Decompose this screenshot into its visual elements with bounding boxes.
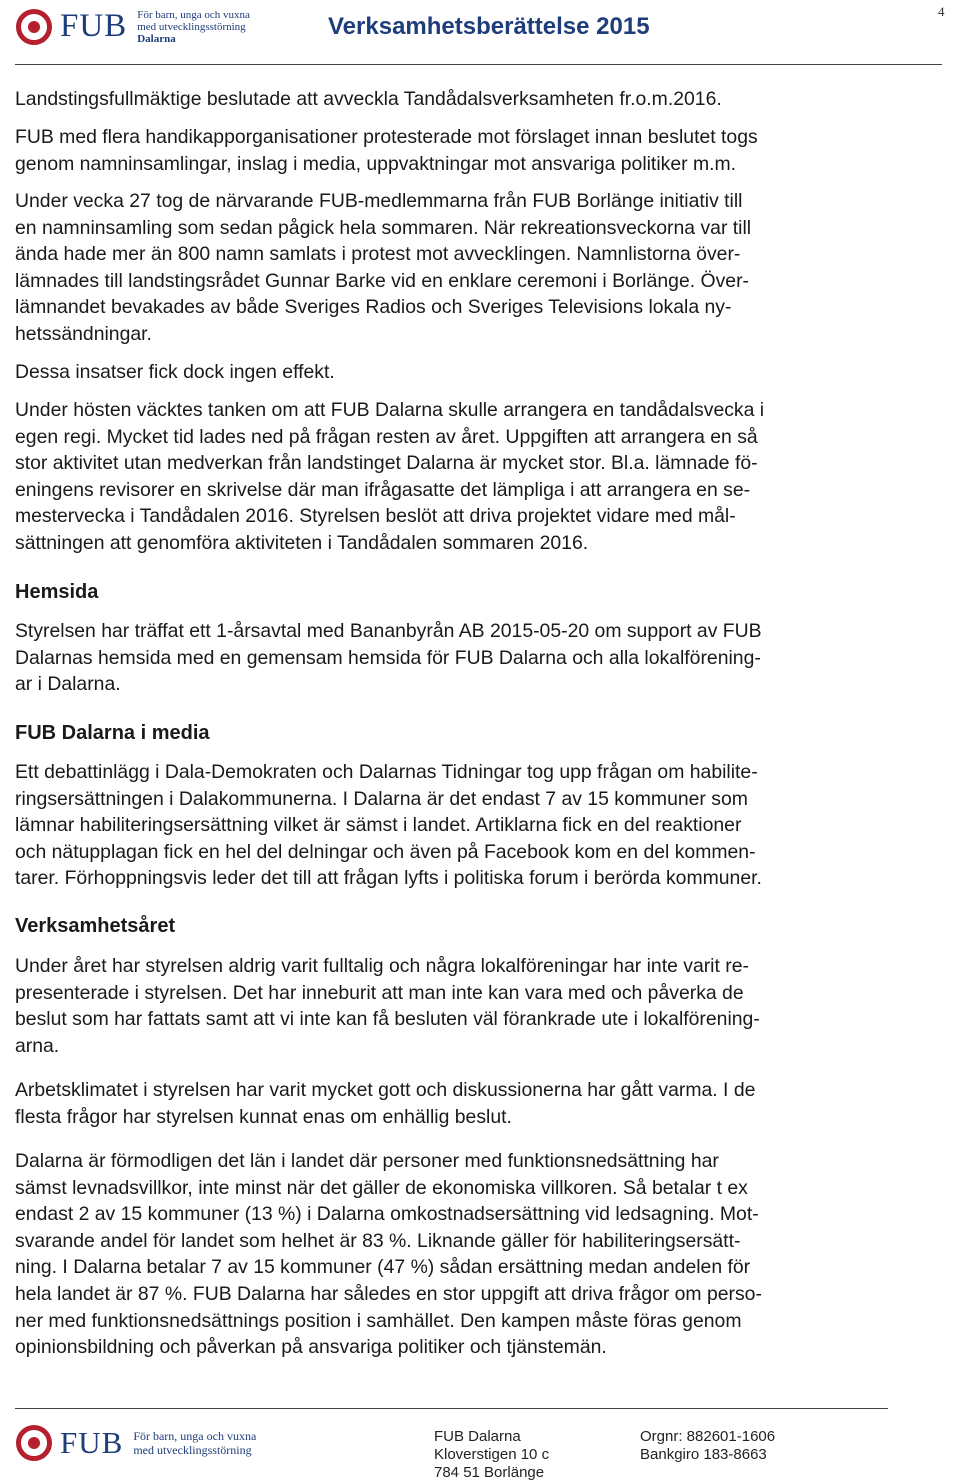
header-rule (15, 64, 942, 65)
paragraph (15, 1148, 915, 1361)
text-line: genom namninsamlingar, inslag i media, uppvaktningar mot ansvariga politiker m.m. (15, 152, 737, 175)
text-line: ner med funktionsnedsättnings position i samhället. Den kampen måste föras genom (15, 1309, 742, 1332)
paragraph: Landstingsfullmäktige beslutade att avveckla Tandådalsverksamheten fr.o.m.2016. (15, 88, 722, 110)
footer-address (434, 1428, 549, 1482)
logo-tagline-line-1: För barn, unga och vuxna (137, 8, 250, 21)
text-line: egen regi. Mycket tid lades ned på frågan resten av året. Uppgiften att arrangera en så (15, 425, 758, 448)
fub-logo-icon (16, 1425, 52, 1461)
footer-logo (16, 1425, 256, 1461)
text-line: ar i Dalarna. (15, 673, 121, 696)
text-line: arna. (15, 1034, 60, 1057)
paragraph (15, 1077, 915, 1130)
text-line: hetssändningar. (15, 322, 152, 345)
text-line: lämnar habiliteringsersättning vilket är sämst i landet. Artiklarna fick en del reaktioner (15, 814, 742, 837)
text-line: ning. I Dalarna betalar 7 av 15 kommuner (47 %) sådan ersättning medan andelen för (15, 1256, 751, 1279)
section-heading-hemsida: Hemsida (15, 581, 99, 603)
paragraph (15, 759, 915, 892)
text-line: presenterade i styrelsen. Det har inneburit att man inte kan vara med och påverka de (15, 981, 744, 1004)
text-line: svarande andel för landet som helhet är 83 %. Liknande gäller för habiliteringsersätt- (15, 1229, 741, 1252)
paragraph (15, 359, 915, 386)
paragraph (15, 124, 915, 177)
logo-tagline-line-2: med utvecklingsstörning (137, 20, 246, 33)
document-title: Verksamhetsberättelse 2015 (328, 13, 650, 40)
text-line: mestervecka i Tandådalen 2016. Styrelsen beslöt att driva projektet vidare med mål- (15, 505, 736, 528)
page-number: 4 (938, 4, 945, 19)
text-line: Arbetsklimatet i styrelsen har varit mycket gott och diskussionerna har gått varma. I de (15, 1079, 756, 1101)
footer-registration (640, 1428, 775, 1464)
street-address: Kloverstigen 10 c (434, 1446, 550, 1463)
paragraph (15, 397, 915, 557)
text-line: Dalarna är förmodligen det län i landet där personer med funktionsnedsättning har (15, 1150, 719, 1172)
text-line: Dalarnas hemsida med en gemensam hemsida för FUB Dalarna och alla lokalförening- (15, 646, 761, 669)
text-line: stor aktivitet utan medverkan från landstinget Dalarna är mycket stor. Bl.a. lämnade fö- (15, 452, 758, 475)
text-line: Ett debattinlägg i Dala-Demokraten och Dalarnas Tidningar tog upp frågan om habilite- (15, 761, 758, 783)
text-line: opinionsbildning och påverkan på ansvariga politiker och tjänstemän. (15, 1336, 607, 1359)
text-line: och nätupplagan fick en hel del delningar och även på Facebook kom en del kommen- (15, 840, 756, 863)
logo-tagline-line-2: med utvecklingsstörning (133, 1443, 252, 1457)
text-line: FUB med flera handikapporganisationer protesterade mot förslaget innan beslutet togs (15, 126, 758, 148)
paragraph (15, 953, 915, 1059)
intro-section (15, 86, 915, 113)
org-name: FUB Dalarna (434, 1428, 521, 1445)
text-line: sättningen att genomföra aktiviteten i Tandådalen sommaren 2016. (15, 531, 589, 554)
org-number: Orgnr: 882601-1606 (640, 1428, 776, 1445)
text-line: beslut som har fattats samt att vi inte kan få besluten väl förankrade ute i lokalförening- (15, 1008, 760, 1031)
section-heading-verksamhetsaret: Verksamhetsåret (15, 915, 176, 937)
text-line: sämst levnadsvillkor, inte minst när det gäller de ekonomiska villkoren. Så betalar t ex (15, 1176, 748, 1199)
text-line: endast 2 av 15 kommuner (13 %) i Dalarna omkostnadsersättning vid ledsagning. Mot- (15, 1203, 759, 1226)
header-logo (16, 8, 250, 45)
text-line: Under vecka 27 tog de närvarande FUB-medlemmarna från FUB Borlänge initiativ till (15, 190, 743, 212)
postal-address: 784 51 Borlänge (434, 1464, 545, 1481)
text-line: en namninsamling som sedan pågick hela sommaren. När rekreationsveckorna var till (15, 216, 752, 239)
logo-wordmark: FUB (60, 8, 128, 44)
text-line: ringsersättningen i Dalakommunerna. I Dalarna är det endast 7 av 15 kommuner som (15, 787, 748, 810)
paragraph (15, 618, 915, 698)
logo-tagline (133, 1429, 256, 1457)
text-line: lämnades till landstingsrådet Gunnar Barke vid en enklare ceremoni i Borlänge. Över- (15, 269, 749, 292)
logo-tagline (137, 9, 250, 45)
text-line: eningens revisorer en skrivelse där man ifrågasatte det lämpliga i att arrangera en se- (15, 478, 751, 501)
footer-rule (15, 1408, 888, 1409)
paragraph (15, 188, 915, 348)
text-line: ända hade mer än 800 namn samlats i protest mot avvecklingen. Namnlistorna över- (15, 243, 741, 266)
section-heading-media: FUB Dalarna i media (15, 722, 210, 744)
text-line: lämnandet bevakades av både Sveriges Radios och Sveriges Televisions lokala ny- (15, 296, 732, 319)
text-line: Under hösten väcktes tanken om att FUB Dalarna skulle arrangera en tandådalsvecka i (15, 399, 765, 421)
logo-wordmark: FUB (60, 1425, 124, 1460)
logo-tagline-line-1: För barn, unga och vuxna (133, 1429, 257, 1443)
logo-region: Dalarna (137, 32, 176, 45)
fub-logo-icon (16, 9, 52, 45)
text-line: flesta frågor har styrelsen kunnat enas om enhällig beslut. (15, 1105, 512, 1128)
text-line: Dessa insatser fick dock ingen effekt. (15, 361, 335, 383)
text-line: tarer. Förhoppningsvis leder det till att frågan lyfts i politiska forum i berörda kommuner. (15, 867, 762, 890)
text-line: Styrelsen har träffat ett 1-årsavtal med Bananbyrån AB 2015-05-20 om support av FUB (15, 620, 762, 642)
text-line: Under året har styrelsen aldrig varit fulltalig och några lokalföreningar har inte varit re- (15, 955, 749, 977)
bankgiro: Bankgiro 183-8663 (640, 1446, 767, 1463)
text-line: hela landet är 87 %. FUB Dalarna har således en stor uppgift att driva frågor om perso- (15, 1282, 762, 1305)
